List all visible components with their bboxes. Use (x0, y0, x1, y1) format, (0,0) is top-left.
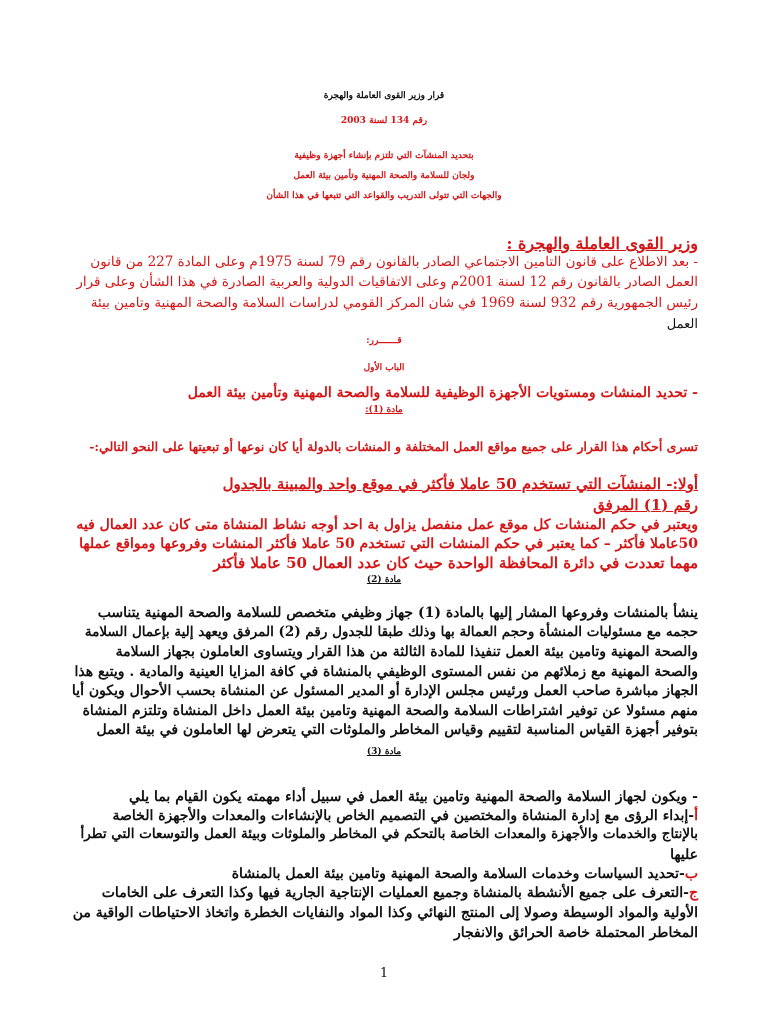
article-2-line-6: منهم مسئولا عن توفير اشتراطات السلامة والصحة المهنية وتامين بيئة العمل داخل المنشاة وتلتزم المنشاة (82, 703, 698, 719)
preamble-line-4: العمل (666, 317, 698, 332)
article-3-heading: مادة (3) (366, 747, 402, 757)
first-category-heading: أولا:- المنشآت التي تستخدم 50 عاملا فأكثر في موقع واحد والمبينة بالجدول (222, 475, 698, 493)
article-2-line-4: والصحة المهنية مع زملائهم من نفس المستوى الوظيفي بالمنشاة في كافة المزايا العينية والمادية . ويتبع هذا (74, 664, 698, 680)
decree-title: قرار وزير القوى العاملة والهجرة (323, 91, 445, 101)
item-b-line-1 (232, 867, 698, 881)
item-c-line-3: المخاطر المحتملة خاصة الحرائق والانفجار (453, 925, 698, 941)
preamble-line-2: العمل الصادر بالقانون رقم 12 لسنة 2001م وعلى الاتفاقيات الدولية والعربية الصادرة في هذا الشأن وعلى قرار (76, 274, 698, 290)
article-2-line-5: الجهاز مباشرة صاحب العمل ورئيس مجلس الإدارة أو المدير المسئول عن المنشاة بحسب الأحوال ويكون أيا (71, 683, 698, 699)
article-3-intro: - ويكون لجهاز السلامة والصحة المهنية وتامين بيئة العمل في سبيل أداء مهمته يكون القيام بما يلي (128, 789, 698, 805)
item-c-line-2: الأولية والمواد الوسيطة وصولا إلى المنتج النهائي وكذا المواد والنفايات الخطرة واتخاذ الاحتياطات الواقية من (72, 905, 698, 921)
item-b-letter: ب (684, 866, 698, 882)
subject-line-2: ولجان للسلامة والصحة المهنية وتأمين بيئة العمل (293, 171, 475, 181)
item-a-line-2: بالإنتاج والخدمات والأجهزة والمعدات الخاصة بالتحكم في المخاطر والملوثات وبيئة العمل والتوسعات التي تطرأ (80, 826, 698, 842)
preamble-line-3: رئيس الجمهورية رقم 932 لسنة 1969 في شان المركز القومي لدراسات السلامة والصحة المهنية وتامين بيئة (90, 295, 698, 311)
item-c-letter: ج (688, 885, 698, 901)
article-1-heading: مادة (1): (365, 405, 403, 415)
item-a-text: -إبداء الرؤى مع إدارة المنشاة والمختصين في التصميم الخاص بالإنشاءات والمعدات والأجهزة الخاصة (112, 808, 695, 824)
item-b-text: -تحديد السياسات وخدمات السلامة والصحة المهنية وتامين بيئة العمل بالمنشاة (231, 866, 685, 882)
minister-heading: وزير القوى العاملة والهجرة : (506, 234, 698, 253)
article-2-line-2: حجمه مع مسئوليات المنشأة وحجم العمالة بها وذلك طبقا للجدول رقم (2) المرفق ويعهد إلية بإعمال السلامة (84, 624, 698, 640)
article-2-heading: مادة (2) (366, 575, 402, 585)
page-number: 1 (379, 966, 389, 981)
first-line-3: مهما تعددت في دائرة المحافظة الواحدة حيث كان عدد العمال 50 عاملا فأكثر (213, 554, 698, 572)
first-line-2: 50عاملا فأكثر – كما يعتبر في حكم المنشات التي تستخدم 50 عاملا فأكثر المنشات وفروعها ومواقع عملها (79, 536, 698, 552)
chapter-title: - تحديد المنشات ومستويات الأجهزة الوظيفية للسلامة والصحة المهنية وتأمين بيئة العمل (187, 385, 698, 401)
chapter-heading: الباب الأول (363, 363, 405, 373)
attachment-ref: رقم (1) المرفق (593, 496, 698, 514)
item-a-letter: أ (694, 808, 698, 824)
preamble-line-1: - بعد الاطلاع على قانون التامين الاجتماعي الصادر بالقانون رقم 79 لسنة 1975م وعلى المادة 227 من قانون (90, 254, 698, 270)
subject-line-3: والجهات التي تتولى التدريب والقواعد التي تتبعها في هذا الشأن (266, 191, 502, 201)
item-c-line-1 (102, 886, 698, 900)
item-c-text: -التعرف على جميع الأنشطة بالمنشاة وجميع العمليات الإنتاجية الجارية فيها وكذا التعرف على الخامات (101, 885, 689, 901)
decree-number: رقم 134 لسنة 2003 (340, 116, 428, 126)
item-a-line-3: عليها (670, 847, 698, 863)
first-line-1: ويعتبر في حكم المنشات كل موقع عمل منفصل يزاول بة احد أوجه نشاط المنشاة متى كان عدد العمال فيه (76, 517, 698, 533)
article-2-line-3: والصحة المهنية وتامين بيئة العمل تنفيذا للمادة الثالثة من هذا القرار ويتساوى العاملون بجهاز السلامة (115, 644, 698, 660)
article-2-line-1: ينشأ بالمنشات وفروعها المشار إليها بالمادة (1) جهاز وظيفي متخصص للسلامة والصحة المهنية يتناسب (97, 605, 698, 621)
article-2-line-7: بتوفير أجهزة القياس المناسبة لتقييم وقياس المخاطر والملوثات التي يتعرض لها العاملون في بيئة العمل (96, 722, 698, 738)
subject-line-1: بتحديد المنشآت التي تلتزم بإنشاء أجهزة وظيفية (294, 151, 474, 161)
article-1-text: تسرى أحكام هذا القرار على جميع مواقع العمل المختلفة و المنشات بالدولة أيا كان نوعها أو تبعيتها على النحو التالي:- (89, 439, 698, 454)
item-a-line-1 (113, 809, 699, 823)
decided-heading: قـــــــرر: (366, 336, 402, 346)
